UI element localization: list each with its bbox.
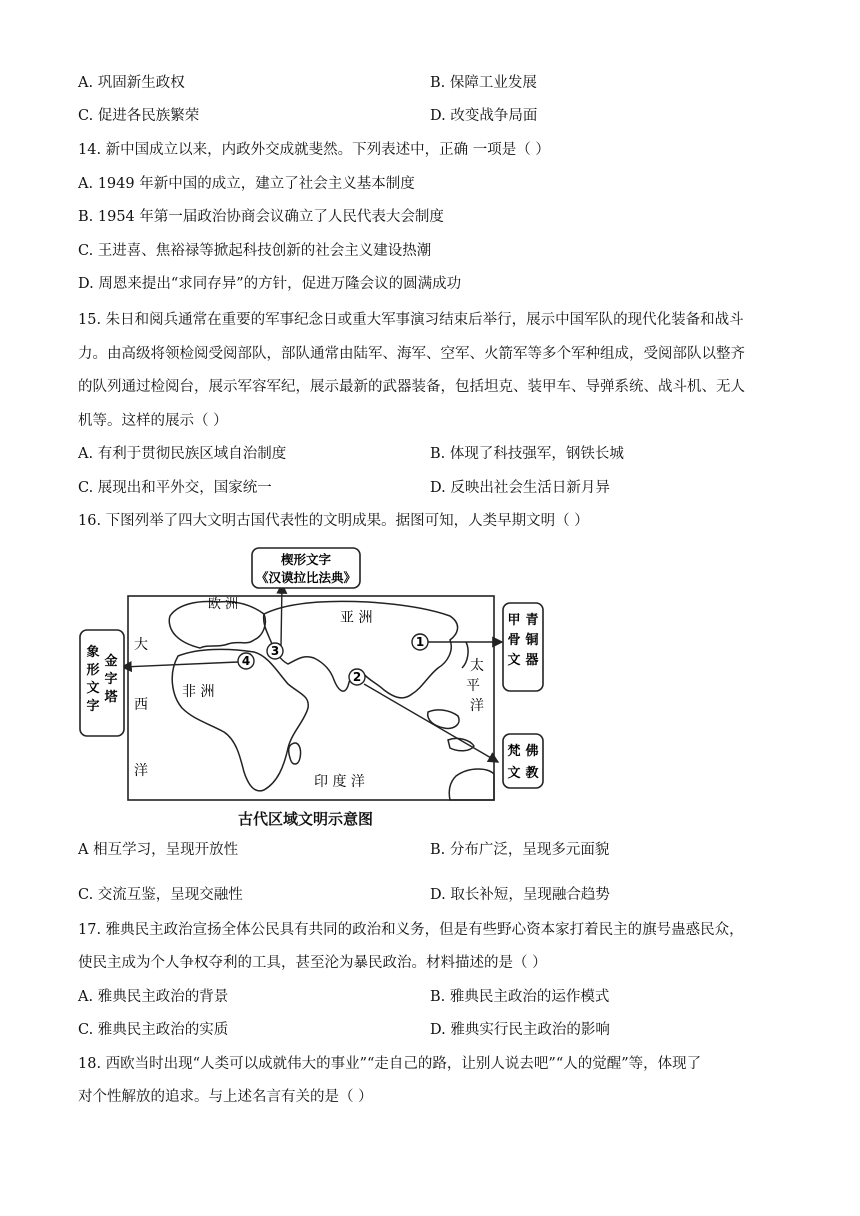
- svg-text:2: 2: [352, 670, 362, 684]
- q13-option-b: B. 保障工业发展: [430, 75, 537, 91]
- q17-stem-line-1: 17. 雅典民主政治宣扬全体公民具有共同的政治和义务，但是有些野心资本家打着民主的旗号蛊惑民众，: [78, 922, 744, 938]
- q15-option-c: C. 展现出和平外交，国家统一: [78, 480, 272, 496]
- box-india-line-2: 佛教: [525, 744, 539, 781]
- q16-option-b: B. 分布广泛，呈现多元面貌: [430, 842, 610, 858]
- box-china-line-1: 甲骨文: [507, 613, 521, 668]
- box-egypt-line-2: 金字塔: [104, 654, 118, 705]
- label-europe: 欧 洲: [208, 597, 239, 612]
- svg-text:4: 4: [241, 654, 251, 668]
- q14-option-c: C. 王进喜、焦裕禄等掀起科技创新的社会主义建设热潮: [78, 243, 432, 259]
- q17-option-c: C. 雅典民主政治的实质: [78, 1022, 229, 1038]
- q14-option-d: D. 周恩来提出“求同存异”的方针，促进万隆会议的圆满成功: [78, 276, 462, 292]
- label-pacific-1: 太: [470, 658, 484, 674]
- label-atlantic-3: 洋: [134, 763, 148, 779]
- q16-option-d: D. 取长补短，呈现融合趋势: [430, 887, 610, 903]
- q17-option-a: A. 雅典民主政治的背景: [78, 989, 229, 1005]
- label-africa: 非 洲: [182, 684, 215, 700]
- box-mesopotamia-line-1: 楔形文字: [280, 552, 332, 567]
- box-india-wrap: [502, 733, 544, 789]
- q14-option-b: B. 1954 年第一届政治协商会议确立了人民代表大会制度: [78, 209, 444, 225]
- box-egypt-line-1: 象形文字: [86, 645, 100, 714]
- q15-stem-line-2: 力。由高级将领检阅受阅部队，部队通常由陆军、海军、空军、火箭军等多个军种组成，受阅部队以整齐: [78, 346, 745, 362]
- q15-stem-line-4: 机等。这样的展示（ ）: [78, 413, 228, 429]
- q14-option-a: A. 1949 年新中国的成立，建立了社会主义基本制度: [78, 176, 415, 192]
- svg-text:3: 3: [270, 644, 280, 658]
- label-atlantic-2: 西: [134, 697, 148, 713]
- ancient-civilization-map: [78, 544, 523, 834]
- box-china-line-2: 青铜器: [525, 613, 539, 668]
- q16-stem: 16. 下图列举了四大文明古国代表性的文明成果。据图可知，人类早期文明（ ）: [78, 513, 589, 529]
- map-caption: 古代区域文明示意图: [238, 810, 374, 828]
- q15-option-b: B. 体现了科技强军，钢铁长城: [430, 446, 624, 462]
- label-pacific-3: 洋: [470, 698, 484, 714]
- label-atlantic-1: 大: [134, 637, 148, 653]
- q15-stem-line-3: 的队列通过检阅台，展示军容军纪，展示最新的武器装备，包括坦克、装甲车、导弹系统、战斗机、无人: [78, 379, 745, 395]
- label-pacific-2: 平: [466, 678, 480, 694]
- q17-stem-line-2: 使民主成为个人争权夺利的工具，甚至沦为暴民政治。材料描述的是（ ）: [78, 955, 547, 971]
- svg-text:1: 1: [415, 635, 425, 649]
- q17-option-b: B. 雅典民主政治的运作模式: [430, 989, 610, 1005]
- box-china-wrap: [502, 602, 544, 692]
- box-india-line-1: 梵文: [507, 744, 521, 781]
- q13-option-d: D. 改变战争局面: [430, 108, 538, 124]
- q18-stem-line-1: 18. 西欧当时出现“人类可以成就伟大的事业”“走自己的路，让别人说去吧”“人的觉醒”等，体现了: [78, 1056, 702, 1072]
- q15-option-d: D. 反映出社会生活日新月异: [430, 480, 610, 496]
- q16-option-a: A 相互学习，呈现开放性: [78, 842, 239, 858]
- q17-option-d: D. 雅典实行民主政治的影响: [430, 1022, 610, 1038]
- arrow-to-top-box: [281, 584, 282, 646]
- q18-stem-line-2: 对个性解放的追求。与上述名言有关的是（ ）: [78, 1089, 373, 1105]
- q13-option-a: A. 巩固新生政权: [78, 75, 185, 91]
- q14-stem: 14. 新中国成立以来，内政外交成就斐然。下列表述中，正确 一项是（ ）: [78, 142, 550, 158]
- q13-option-c: C. 促进各民族繁荣: [78, 108, 200, 124]
- q15-option-a: A. 有利于贯彻民族区域自治制度: [78, 446, 287, 462]
- box-mesopotamia-line-2: 《汉谟拉比法典》: [255, 570, 357, 585]
- q16-option-c: C. 交流互鉴，呈现交融性: [78, 887, 243, 903]
- q15-stem-line-1: 15. 朱日和阅兵通常在重要的军事纪念日或重大军事演习结束后举行，展示中国军队的现代化装备和战斗: [78, 312, 744, 328]
- label-indian-ocean: 印 度 洋: [314, 774, 365, 790]
- label-asia: 亚 洲: [340, 610, 373, 626]
